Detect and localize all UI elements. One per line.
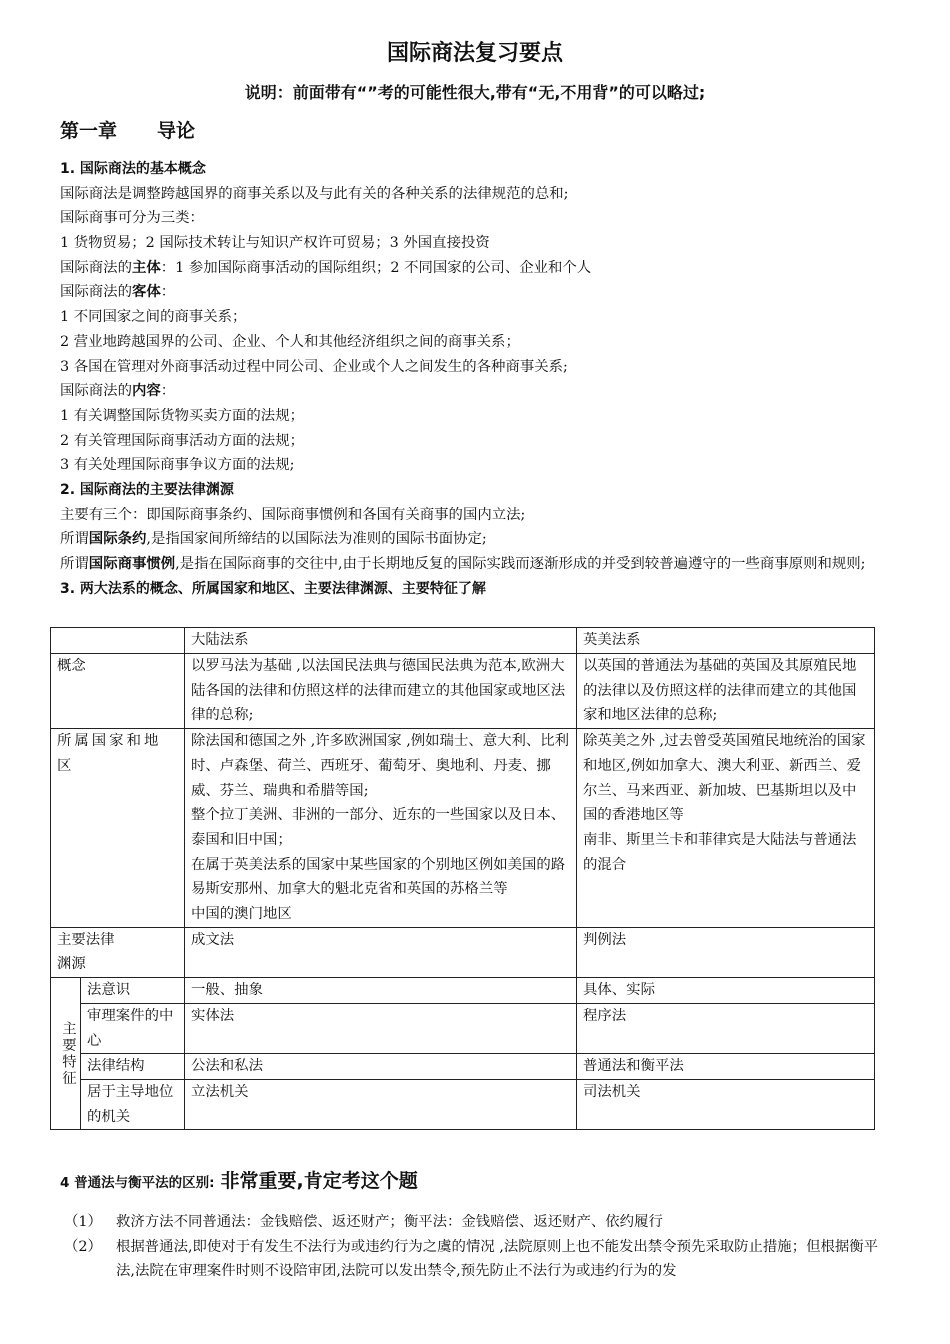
paragraph: 主要有三个：即国际商事条约、国际商事惯例和各国有关商事的国内立法; xyxy=(60,506,526,523)
text: 国际商法的 xyxy=(60,284,132,301)
chapter-name: 导论 xyxy=(157,120,196,142)
chapter-number: 第一章 xyxy=(60,120,118,142)
chapter-heading xyxy=(60,116,195,143)
text: 所谓 xyxy=(60,556,89,572)
list-item: 2 营业地跨越国界的公司、企业、个人和其他经济组织之间的商事关系； xyxy=(60,333,520,350)
cell-paragraph: 除英美之外 ,过去曾受英国殖民地统治的国家和地区,例如加拿大、澳大利亚、新西兰、爱尔兰、马来西亚、新加坡、巴基斯坦以及中国的香港地区等 xyxy=(583,733,866,824)
table-cell xyxy=(185,729,577,928)
table-cell: 公法和私法 xyxy=(185,1054,577,1080)
bold-term: 内容 xyxy=(131,383,161,400)
table-row xyxy=(51,1003,875,1053)
table-cell xyxy=(577,729,875,928)
table-cell: 程序法 xyxy=(577,1003,875,1053)
text: 国际商法的 xyxy=(60,383,132,400)
emphasis-note: 非常重要,肯定考这个题 xyxy=(220,1170,418,1192)
table-row xyxy=(51,628,875,654)
table-row xyxy=(51,978,875,1004)
paragraph: 1 货物贸易；2 国际技术转让与知识产权许可贸易；3 外国直接投资 xyxy=(60,235,490,252)
table-row xyxy=(51,927,875,977)
list-item xyxy=(64,1210,894,1235)
table-row xyxy=(51,654,875,729)
table-cell: 立法机关 xyxy=(185,1079,577,1129)
cell-paragraph: 南非、斯里兰卡和菲律宾是大陆法与普通法的混合 xyxy=(583,831,857,873)
section-4-heading xyxy=(60,1166,418,1193)
paragraph xyxy=(60,379,900,404)
paragraph xyxy=(60,256,900,281)
table-row xyxy=(51,1054,875,1080)
row-label: 法意识 xyxy=(81,978,185,1004)
paragraph xyxy=(60,280,900,305)
list-item: 3 有关处理国际商事争议方面的法规; xyxy=(60,457,295,474)
cell-paragraph: 中国的澳门地区 xyxy=(191,906,292,923)
item-number: （1） xyxy=(64,1214,102,1230)
table-cell: 普通法和衡平法 xyxy=(577,1054,875,1080)
text: ： xyxy=(160,383,176,400)
list-item: 1 不同国家之间的商事关系； xyxy=(60,309,247,326)
item-text: 根据普通法,即使对于有发生不法行为或违约行为之虞的情况 ,法院原则上也不能发出禁令预先采取防止措施；但根据衡平法,法院在审理案件时则不设陪审团,法院可以发出禁令,预先防止不法行为或违约行为的发 xyxy=(116,1238,879,1280)
cell-paragraph: 除法国和德国之外 ,许多欧洲国家 ,例如瑞士、意大利、比利时、卢森堡、荷兰、西班牙、葡萄牙、奥地利、丹麦、挪威、芬兰、瑞典和希腊等国; xyxy=(191,733,570,799)
table-cell: 一般、抽象 xyxy=(185,978,577,1004)
section-3-heading: 3. 两大法系的概念、所属国家和地区、主要法律渊源、主要特征了解 xyxy=(60,580,486,597)
row-label: 法律结构 xyxy=(81,1054,185,1080)
row-label: 审理案件的中心 xyxy=(81,1003,185,1053)
row-label: 居于主导地位的机关 xyxy=(81,1079,185,1129)
table-cell xyxy=(51,628,185,654)
text: ,是指国家间所缔结的以国际法为准则的国际书面协定; xyxy=(146,531,487,548)
feature-group-label xyxy=(51,978,81,1130)
bold-term: 主体 xyxy=(131,259,161,276)
table-cell: 具体、实际 xyxy=(577,978,875,1004)
list-item xyxy=(64,1235,894,1284)
table-row xyxy=(51,1079,875,1129)
text: ：1 参加国际商事活动的国际组织；2 不同国家的公司、企业和个人 xyxy=(160,259,592,276)
item-text: 救济方法不同普通法：金钱赔偿、返还财产；衡平法：金钱赔偿、返还财产、依约履行 xyxy=(116,1214,663,1230)
text: ： xyxy=(160,284,176,301)
section-2-heading: 2. 国际商法的主要法律渊源 xyxy=(60,481,234,498)
column-header-civil: 大陆法系 xyxy=(185,628,577,654)
table-cell: 以英国的普通法为基础的英国及其原殖民地的法律以及仿照这样的法律而建立的其他国家和地区法律的总称; xyxy=(577,654,875,729)
list-item: 2 有关管理国际商事活动方面的法规； xyxy=(60,432,304,449)
bold-term: 国际条约 xyxy=(88,531,147,548)
text: 国际商法的 xyxy=(60,259,132,276)
section-1-heading: 1. 国际商法的基本概念 xyxy=(60,161,206,177)
table-row xyxy=(51,729,875,928)
paragraph xyxy=(60,552,900,577)
text: 所谓 xyxy=(60,531,89,548)
feature-group-text: 主要特征 xyxy=(60,1020,76,1087)
row-label: 主要法律渊源 xyxy=(51,927,185,977)
bold-term: 国际商事惯例 xyxy=(88,556,176,572)
page-note: 说明：前面带有“”考的可能性很大,带有“无,不用背”的可以略过; xyxy=(244,83,706,102)
list-item: 1 有关调整国际货物买卖方面的法规； xyxy=(60,407,304,424)
section-4-title: 4 普通法与衡平法的区别: xyxy=(60,1175,215,1191)
list-item: 3 各国在管理对外商事活动过程中同公司、企业或个人之间发生的各种商事关系; xyxy=(60,358,568,375)
bold-term: 客体 xyxy=(131,284,161,301)
item-number: （2） xyxy=(64,1238,102,1255)
table-cell: 判例法 xyxy=(577,927,875,977)
paragraph: 国际商法是调整跨越国界的商事关系以及与此有关的各种关系的法律规范的总和; xyxy=(60,185,569,202)
text: ,是指在国际商事的交往中,由于长期地反复的国际实践而逐渐形成的并受到较普遍遵守的一些商事原则和规则; xyxy=(175,556,866,572)
page-title: 国际商法复习要点 xyxy=(386,41,563,66)
cell-paragraph: 整个拉丁美洲、非洲的一部分、近东的一些国家以及日本、泰国和旧中国； xyxy=(191,807,566,848)
table-cell: 实体法 xyxy=(185,1003,577,1053)
table-cell: 成文法 xyxy=(185,927,577,977)
row-label: 概念 xyxy=(51,654,185,729)
table-cell: 司法机关 xyxy=(577,1079,875,1129)
row-label: 所属国家和地区 xyxy=(51,729,185,928)
cell-paragraph: 在属于英美法系的国家中某些国家的个别地区例如美国的路易斯安那州、加拿大的魁北克省和英国的苏格兰等 xyxy=(191,856,566,898)
column-header-common: 英美法系 xyxy=(577,628,875,654)
paragraph xyxy=(60,527,900,552)
legal-systems-table xyxy=(50,627,875,1130)
table-cell: 以罗马法为基础 ,以法国民法典与德国民法典为范本,欧洲大陆各国的法律和仿照这样的法律而建立的其他国家或地区法律的总称; xyxy=(185,654,577,729)
document-body xyxy=(60,157,900,601)
paragraph: 国际商事可分为三类： xyxy=(60,210,204,227)
section-4-list xyxy=(64,1210,894,1284)
